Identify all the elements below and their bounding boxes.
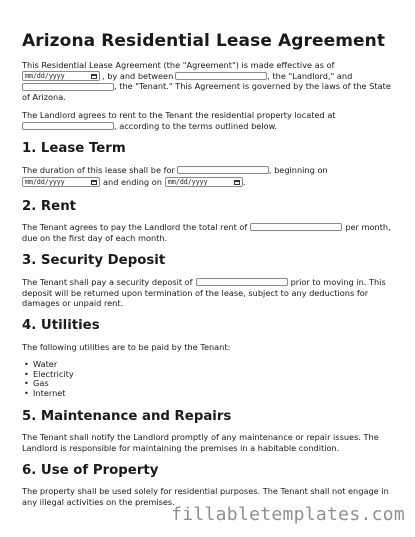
heading-use-of-property: 6. Use of Property (22, 463, 159, 478)
lease-term-paragraph (22, 165, 394, 187)
landlord-name-field[interactable] (175, 72, 267, 80)
deposit-text-3: deposit will be returned upon termination of the lease, subject to any deductions for (22, 287, 369, 298)
heading-rent: 2. Rent (22, 199, 77, 214)
deposit-text-2: prior to moving in. This (290, 277, 386, 287)
intro-text-4: , the "Tenant." This Agreement is governed by the laws of the State (114, 81, 391, 92)
heading-maintenance: 5. Maintenance and Repairs (22, 409, 232, 424)
calendar-icon[interactable] (234, 180, 240, 185)
calendar-icon[interactable] (91, 74, 97, 79)
end-date-input[interactable] (165, 177, 243, 187)
date-placeholder: mm/dd/yyyy (25, 177, 65, 186)
rent-paragraph (22, 222, 394, 243)
lease-term-text-1: The duration of this lease shall be for (22, 165, 175, 175)
list-item: • Electricity (24, 370, 74, 380)
calendar-icon[interactable] (91, 180, 97, 185)
list-item: • Gas (24, 379, 74, 389)
date-placeholder: mm/dd/yyyy (25, 71, 65, 80)
intro-paragraph (22, 60, 394, 103)
intro-text-3: , the "Landlord," and (267, 70, 353, 81)
start-date-input[interactable] (22, 177, 100, 187)
deposit-text-4: damages or unpaid rent. (22, 298, 124, 309)
intro-text-5: of Arizona. (22, 92, 66, 103)
heading-lease-term: 1. Lease Term (22, 141, 126, 156)
maintenance-text-2: Landlord is responsible for maintaining the premises in a habitable condition. (22, 442, 340, 453)
heading-security-deposit: 3. Security Deposit (22, 253, 166, 268)
rent-text-1: The Tenant agrees to pay the Landlord the total rent of (22, 222, 248, 232)
premises-paragraph (22, 110, 394, 131)
use-text-2: any illegal activities on the premises. (22, 496, 175, 507)
lease-term-text-4: . (242, 176, 246, 187)
watermark-logo: fillabletemplates.com (171, 504, 405, 525)
deposit-text-1: The Tenant shall pay a security deposit of (22, 277, 193, 287)
premises-text-2: , according to the terms outlined below. (114, 120, 278, 131)
lease-duration-field[interactable] (177, 166, 269, 174)
utilities-paragraph (22, 342, 394, 353)
utilities-text: The following utilities are to be paid by the Tenant: (22, 342, 231, 352)
maintenance-text-1: The Tenant shall notify the Landlord promptly of any maintenance or repair issues. The (22, 432, 379, 442)
rent-text-3: due on the first day of each month. (22, 232, 168, 243)
use-text-1: The property shall be used solely for residential purposes. The Tenant shall not engage in (22, 486, 389, 496)
premises-text-1: The Landlord agrees to rent to the Tenant the residential property located at (22, 110, 336, 120)
lease-term-text-3: and ending on (103, 176, 162, 187)
rent-text-2: per month, (345, 222, 391, 232)
property-address-field[interactable] (22, 122, 114, 130)
intro-text-1: This Residential Lease Agreement (the "Agreement") is made effective as of (22, 60, 335, 70)
deposit-amount-field[interactable] (196, 278, 288, 286)
list-item: • Water (24, 360, 74, 370)
rent-amount-field[interactable] (250, 223, 342, 231)
list-item: • Internet (24, 389, 74, 399)
deposit-paragraph (22, 277, 394, 309)
intro-text-2: , by and between (102, 70, 174, 81)
lease-term-text-2: , beginning on (268, 165, 328, 175)
date-placeholder: mm/dd/yyyy (167, 177, 208, 186)
effective-date-input[interactable] (22, 71, 100, 81)
document-title: Arizona Residential Lease Agreement (22, 31, 386, 51)
tenant-name-field[interactable] (22, 83, 114, 91)
maintenance-paragraph (22, 432, 394, 453)
heading-utilities: 4. Utilities (22, 318, 100, 333)
utilities-list (24, 360, 74, 398)
